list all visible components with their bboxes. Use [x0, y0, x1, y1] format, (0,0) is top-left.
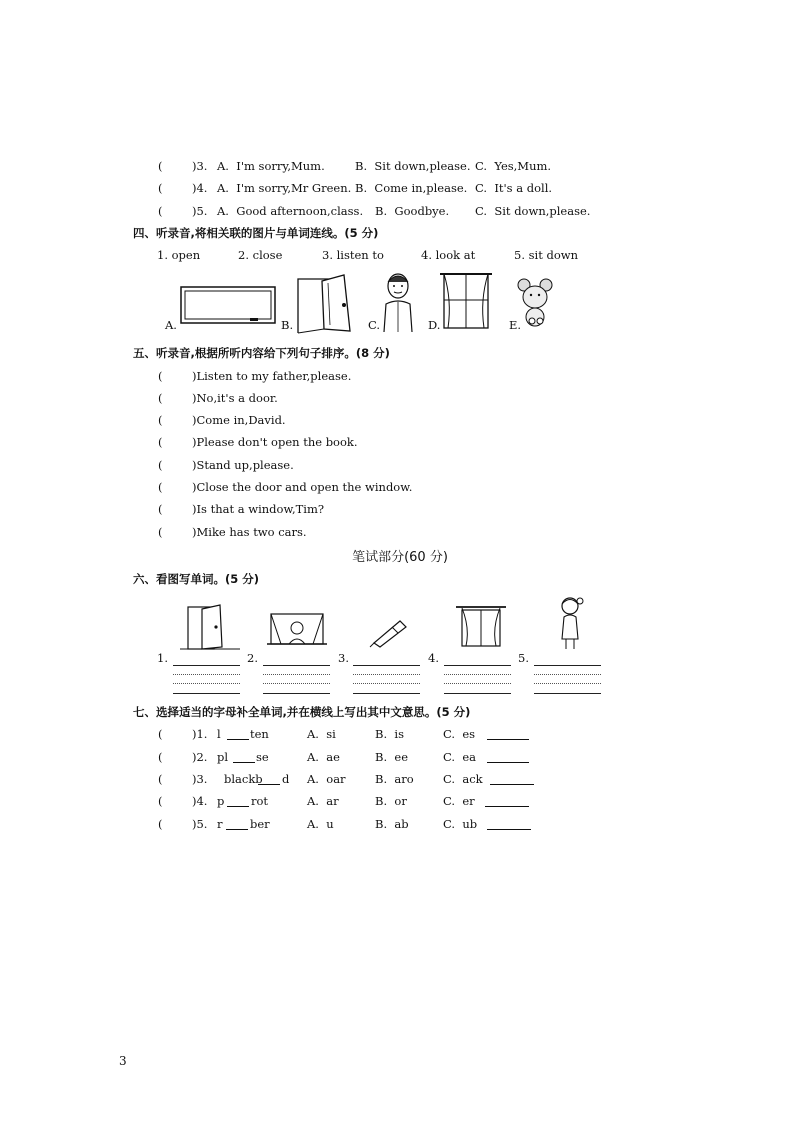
option-b: B. Goodbye.	[375, 204, 450, 218]
word-open: 1. open	[157, 248, 201, 262]
pic-label-e: E.	[509, 318, 522, 332]
pic-label-b: B.	[281, 318, 294, 332]
fill-item-1	[0, 727, 800, 741]
blackboard-image	[178, 285, 278, 325]
paren-open: (	[158, 204, 163, 218]
option-c: C. ack	[443, 772, 483, 786]
meaning-blank[interactable]	[487, 750, 529, 763]
sentence-item: )No,it's a door.	[192, 391, 278, 405]
option-c: C. es	[443, 727, 476, 741]
option-c: C. Yes,Mum.	[475, 159, 552, 173]
word-close: 2. close	[238, 248, 283, 262]
write-number-4: 4.	[428, 651, 439, 665]
pic-label-d: D.	[428, 318, 441, 332]
write-number-3: 3.	[338, 651, 349, 665]
option-c: C. Sit down,please.	[475, 204, 591, 218]
sentence-item: )Close the door and open the window.	[192, 480, 413, 494]
paren-open: (	[158, 458, 163, 472]
word-prefix: blackb	[224, 772, 263, 786]
sentence-item: )Is that a window,Tim?	[192, 502, 325, 516]
word-prefix: p	[217, 794, 225, 808]
item-number: )3.	[192, 772, 208, 786]
sentence-item: )Come in,David.	[192, 413, 286, 427]
section-5-title: 五、听录音,根据所听内容给下列句子排序。(8 分)	[133, 346, 390, 360]
pen-image	[370, 615, 410, 647]
fill-item-3	[0, 772, 800, 786]
letter-blank[interactable]	[227, 727, 249, 740]
item-number: )5.	[192, 817, 208, 831]
item-number: )4.	[192, 181, 208, 195]
write-number-2: 2.	[247, 651, 258, 665]
meaning-blank[interactable]	[487, 817, 531, 830]
option-b: B. is	[375, 727, 404, 741]
pic-label-a: A.	[165, 318, 177, 332]
man-listening-image	[378, 270, 418, 334]
option-b: B. Sit down,please.	[355, 159, 471, 173]
word-suffix: ber	[250, 817, 270, 831]
item-number: )1.	[192, 727, 208, 741]
letter-blank[interactable]	[227, 794, 249, 807]
written-section-title: 笔试部分(60 分)	[352, 550, 448, 565]
paren-open: (	[158, 525, 163, 539]
window-curtain-image	[456, 604, 506, 650]
word-suffix: ten	[250, 727, 269, 741]
sentence-item: )Listen to my father,please.	[192, 369, 352, 383]
sentence-item: )Stand up,please.	[192, 458, 294, 472]
item-number: )3.	[192, 159, 208, 173]
paren-open: (	[158, 159, 163, 173]
window-image	[440, 270, 492, 332]
item-number: )4.	[192, 794, 208, 808]
paren-open: (	[158, 794, 163, 808]
pic-label-c: C.	[368, 318, 381, 332]
option-a: A. u	[307, 817, 334, 831]
section-4-title: 四、听录音,将相关联的图片与单词连线。(5 分)	[133, 226, 379, 240]
option-c: C. er	[443, 794, 475, 808]
write-number-1: 1.	[157, 651, 168, 665]
paren-open: (	[158, 413, 163, 427]
paren-open: (	[158, 750, 163, 764]
paren-open: (	[158, 772, 163, 786]
letter-blank[interactable]	[258, 772, 280, 785]
fill-item-2	[0, 750, 800, 764]
choice-row-3	[0, 159, 800, 173]
open-door-image	[292, 275, 360, 335]
option-a: A. I'm sorry,Mr Green.	[217, 181, 352, 195]
paren-open: (	[158, 817, 163, 831]
paren-open: (	[158, 502, 163, 516]
meaning-blank[interactable]	[487, 727, 529, 740]
letter-blank[interactable]	[226, 817, 248, 830]
word-listen-to: 3. listen to	[322, 248, 384, 262]
item-number: )2.	[192, 750, 208, 764]
option-a: A. ae	[307, 750, 340, 764]
sentence-item: )Please don't open the book.	[192, 435, 358, 449]
option-b: B. aro	[375, 772, 414, 786]
word-prefix: r	[217, 817, 223, 831]
girl-image	[552, 595, 588, 651]
paren-open: (	[158, 727, 163, 741]
option-c: C. It's a doll.	[475, 181, 553, 195]
word-prefix: l	[217, 727, 221, 741]
boy-at-window-image	[267, 610, 327, 648]
choice-row-4	[0, 181, 800, 195]
word-suffix: d	[282, 772, 290, 786]
paren-open: (	[158, 369, 163, 383]
option-a: A. ar	[307, 794, 339, 808]
option-b: B. ab	[375, 817, 409, 831]
word-suffix: rot	[251, 794, 269, 808]
section-6-title: 六、看图写单词。(5 分)	[133, 572, 260, 586]
word-suffix: se	[256, 750, 269, 764]
word-sit-down: 5. sit down	[514, 248, 579, 262]
option-a: A. oar	[307, 772, 346, 786]
word-prefix: pl	[217, 750, 229, 764]
item-number: )5.	[192, 204, 208, 218]
word-look-at: 4. look at	[421, 248, 476, 262]
paren-open: (	[158, 435, 163, 449]
option-a: A. si	[307, 727, 336, 741]
door-image	[180, 603, 240, 651]
write-number-5: 5.	[518, 651, 529, 665]
mouse-sitting-image	[510, 275, 560, 331]
fill-item-5	[0, 817, 800, 831]
option-a: A. I'm sorry,Mum.	[217, 159, 325, 173]
page-number: 3	[119, 1054, 127, 1068]
option-b: B. Come in,please.	[355, 181, 468, 195]
letter-blank[interactable]	[233, 750, 255, 763]
option-a: A. Good afternoon,class.	[217, 204, 364, 218]
option-b: B. ee	[375, 750, 409, 764]
option-b: B. or	[375, 794, 407, 808]
meaning-blank[interactable]	[485, 794, 529, 807]
meaning-blank[interactable]	[490, 772, 534, 785]
fill-item-4	[0, 794, 800, 808]
option-c: C. ub	[443, 817, 478, 831]
sentence-item: )Mike has two cars.	[192, 525, 307, 539]
paren-open: (	[158, 181, 163, 195]
paren-open: (	[158, 391, 163, 405]
section-7-title: 七、选择适当的字母补全单词,并在横线上写出其中文意思。(5 分)	[133, 705, 471, 719]
choice-row-5	[0, 204, 800, 218]
option-c: C. ea	[443, 750, 477, 764]
paren-open: (	[158, 480, 163, 494]
